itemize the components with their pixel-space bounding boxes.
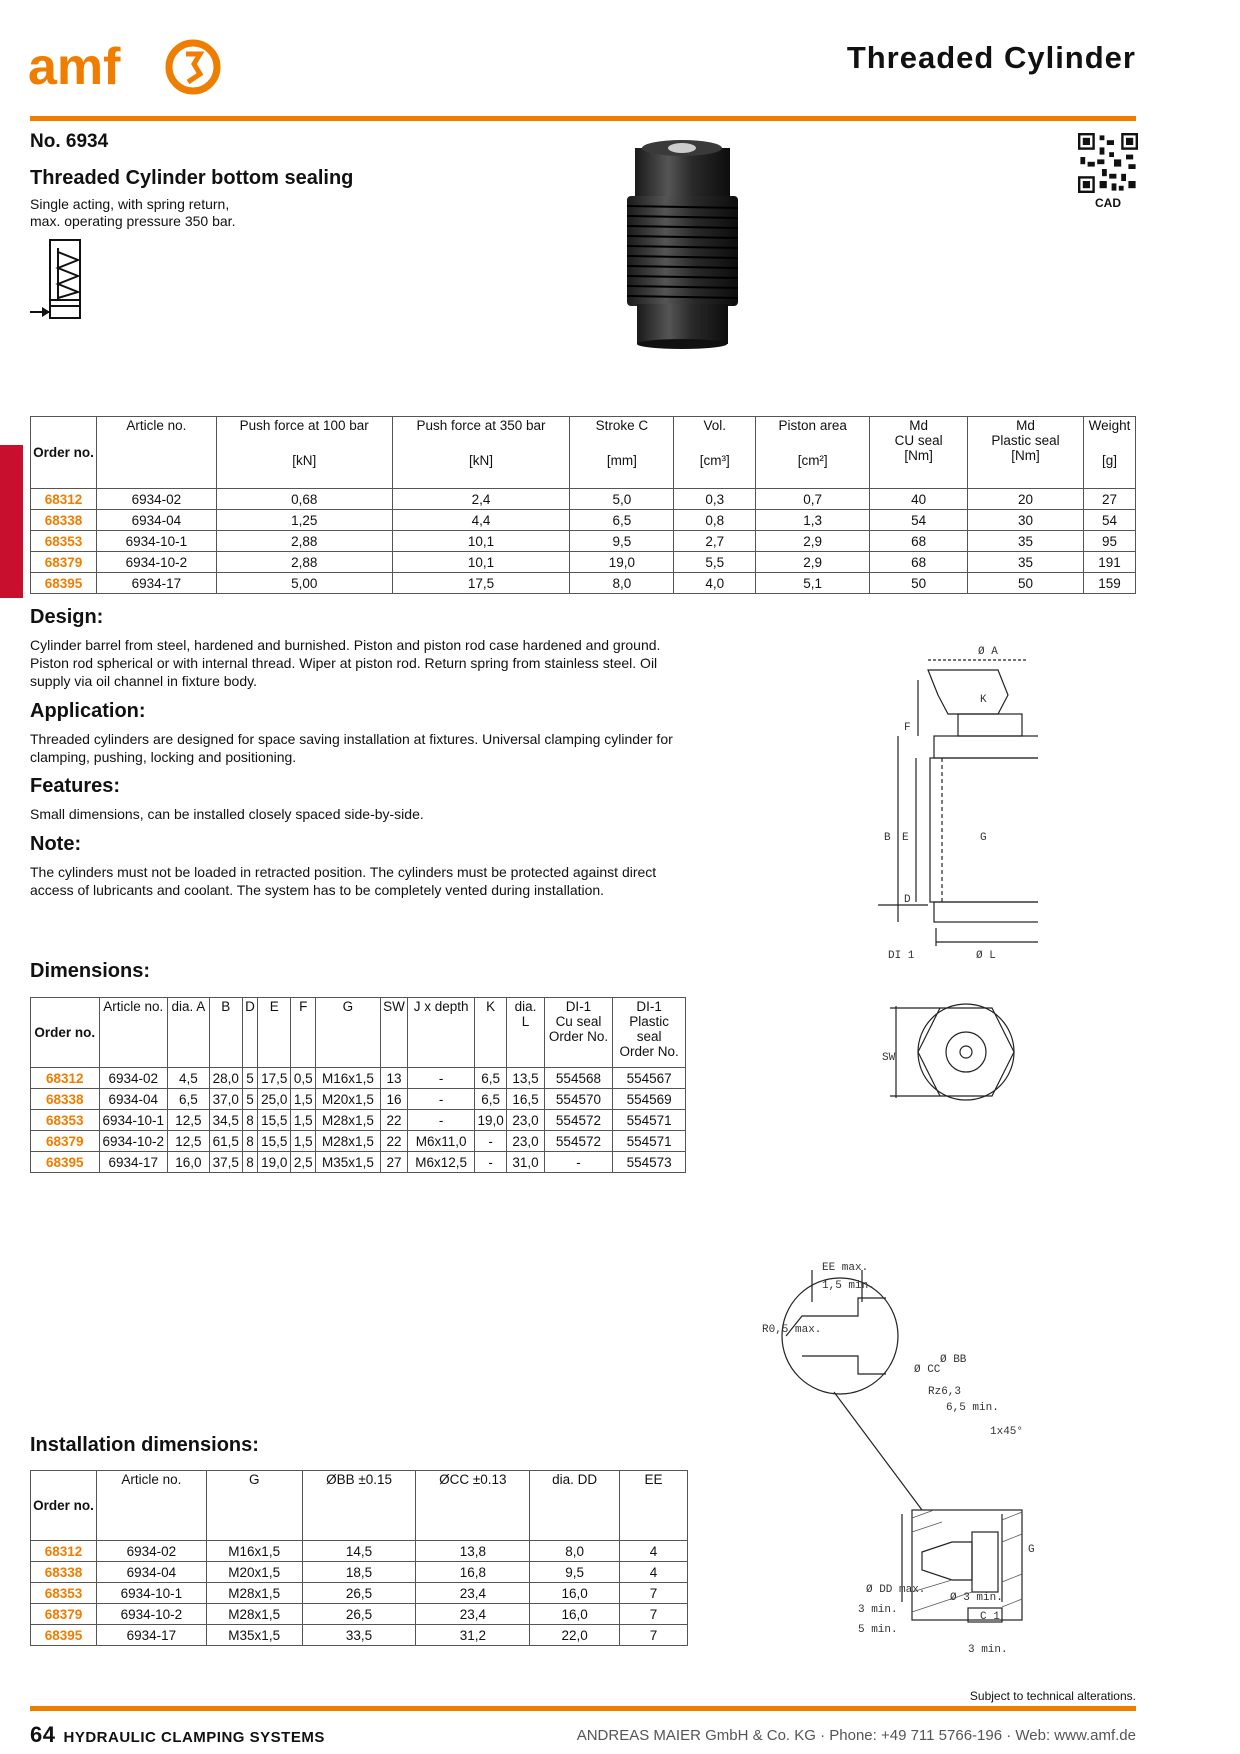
table-cell: 10,1 bbox=[392, 552, 570, 573]
table-cell: 5,1 bbox=[756, 573, 870, 594]
page-number: 64 bbox=[30, 1722, 56, 1747]
col-md-cu: Md CU seal [Nm] bbox=[870, 417, 968, 489]
table-header-row bbox=[31, 998, 686, 1068]
order-number-link[interactable]: 68338 bbox=[31, 510, 97, 531]
col-dia-a: dia. A bbox=[168, 998, 210, 1068]
table-cell: 1,25 bbox=[216, 510, 392, 531]
table-cell: 6934-17 bbox=[96, 573, 216, 594]
table-cell: 554569 bbox=[613, 1089, 686, 1110]
table-cell: 9,5 bbox=[530, 1562, 620, 1583]
table-cell: 19,0 bbox=[258, 1152, 291, 1173]
footer-company: ANDREAS MAIER GmbH & Co. KG · Phone: +49 711 5766-196 · Web: www.amf.de bbox=[576, 1727, 1136, 1744]
col-di1-cu: DI-1 Cu seal Order No. bbox=[544, 998, 613, 1068]
table-cell: 2,7 bbox=[674, 531, 756, 552]
table-cell: 4 bbox=[620, 1562, 688, 1583]
table-cell: M28x1,5 bbox=[206, 1604, 302, 1625]
col-j-depth: J x depth bbox=[408, 998, 474, 1068]
table-cell: 23,4 bbox=[416, 1604, 530, 1625]
dim-label-5-min: 5 min. bbox=[858, 1624, 898, 1636]
table-row bbox=[31, 552, 1136, 573]
table-cell: 5 bbox=[242, 1089, 257, 1110]
col-ee: EE bbox=[620, 1471, 688, 1541]
table-cell: 15,5 bbox=[258, 1110, 291, 1131]
order-number-link[interactable]: 68395 bbox=[31, 1152, 100, 1173]
table-cell: 2,88 bbox=[216, 552, 392, 573]
table-cell: - bbox=[474, 1131, 506, 1152]
table-cell: 23,4 bbox=[416, 1583, 530, 1604]
table-row bbox=[31, 573, 1136, 594]
order-number-link[interactable]: 68312 bbox=[31, 489, 97, 510]
table-row bbox=[31, 1583, 688, 1604]
table-row bbox=[31, 1152, 686, 1173]
table-cell: M16x1,5 bbox=[316, 1068, 380, 1089]
table-cell: 554567 bbox=[613, 1068, 686, 1089]
dim-label-b: B bbox=[884, 832, 891, 844]
features-heading: Features: bbox=[30, 775, 121, 797]
table-cell: 554570 bbox=[544, 1089, 613, 1110]
table-cell: 6934-10-2 bbox=[99, 1131, 168, 1152]
table-cell: 16,0 bbox=[530, 1604, 620, 1625]
dim-label-di1: DI 1 bbox=[888, 950, 915, 962]
table-cell: 16,8 bbox=[416, 1562, 530, 1583]
table-cell: 554571 bbox=[613, 1110, 686, 1131]
table-row bbox=[31, 1604, 688, 1625]
table-cell: 8,0 bbox=[570, 573, 674, 594]
dim-label-bb: Ø BB bbox=[940, 1354, 967, 1366]
table-cell: M28x1,5 bbox=[206, 1583, 302, 1604]
table-cell: 0,7 bbox=[756, 489, 870, 510]
dim-label-c1: C 1 bbox=[980, 1611, 1000, 1623]
table-cell: 4 bbox=[620, 1541, 688, 1562]
col-md-plastic: Md Plastic seal [Nm] bbox=[968, 417, 1084, 489]
table-cell: 4,4 bbox=[392, 510, 570, 531]
table-cell: 16,5 bbox=[507, 1089, 544, 1110]
table-cell: 6,5 bbox=[168, 1089, 210, 1110]
table-cell: M28x1,5 bbox=[316, 1110, 380, 1131]
col-piston-area: Piston area [cm²] bbox=[756, 417, 870, 489]
col-g: G bbox=[316, 998, 380, 1068]
table-cell: 19,0 bbox=[474, 1110, 506, 1131]
table-row bbox=[31, 1089, 686, 1110]
dim-label-3-min: 3 min. bbox=[858, 1604, 898, 1616]
table-cell: 16,0 bbox=[168, 1152, 210, 1173]
col-order-no: Order no. bbox=[31, 998, 100, 1068]
order-number-link[interactable]: 68379 bbox=[31, 1131, 100, 1152]
order-number-link[interactable]: 68353 bbox=[31, 531, 97, 552]
dim-label-6-5-min: 6,5 min. bbox=[946, 1402, 999, 1414]
table-cell: 6934-02 bbox=[96, 489, 216, 510]
col-weight: Weight [g] bbox=[1083, 417, 1135, 489]
table-row bbox=[31, 1110, 686, 1131]
dim-label-3-min-bottom: 3 min. bbox=[968, 1644, 1008, 1656]
table-cell: 40 bbox=[870, 489, 968, 510]
product-photo bbox=[625, 138, 740, 350]
table-cell: 54 bbox=[1083, 510, 1135, 531]
table-cell: 12,5 bbox=[168, 1110, 210, 1131]
footer-rule bbox=[30, 1706, 1136, 1711]
table-cell: 6934-17 bbox=[99, 1152, 168, 1173]
dim-label-1-5-min: 1,5 min. bbox=[822, 1280, 875, 1292]
table-cell: 16,0 bbox=[530, 1583, 620, 1604]
table-cell: 31,2 bbox=[416, 1625, 530, 1646]
order-number-link[interactable]: 68338 bbox=[31, 1089, 100, 1110]
table-row bbox=[31, 1068, 686, 1089]
cylinder-top-view-drawing bbox=[880, 1000, 1040, 1110]
table-cell: 6934-10-2 bbox=[96, 1604, 206, 1625]
table-cell: - bbox=[408, 1089, 474, 1110]
table-row bbox=[31, 531, 1136, 552]
table-cell: 2,9 bbox=[756, 552, 870, 573]
col-volume: Vol. [cm³] bbox=[674, 417, 756, 489]
col-f: F bbox=[291, 998, 316, 1068]
order-number-link[interactable]: 68312 bbox=[31, 1541, 97, 1562]
table-cell: 18,5 bbox=[302, 1562, 416, 1583]
dim-label-e: E bbox=[902, 832, 909, 844]
table-cell: - bbox=[544, 1152, 613, 1173]
table-cell: 5 bbox=[242, 1068, 257, 1089]
dimensions-table bbox=[30, 997, 686, 1173]
col-bb: ØBB ±0.15 bbox=[302, 1471, 416, 1541]
design-text: Cylinder barrel from steel, hardened and burnished. Piston and piston rod case hardened and ground. Piston rod spherical or with internal thread. Wiper at piston rod. Return spring from stainless steel. Oil supply via oil channel in fixture body. bbox=[30, 637, 661, 689]
table-cell: 23,0 bbox=[507, 1131, 544, 1152]
order-number-link[interactable]: 68379 bbox=[31, 552, 97, 573]
table-cell: M35x1,5 bbox=[316, 1152, 380, 1173]
table-cell: 50 bbox=[870, 573, 968, 594]
installation-table bbox=[30, 1470, 688, 1646]
table-cell: - bbox=[474, 1152, 506, 1173]
table-cell: 25,0 bbox=[258, 1089, 291, 1110]
table-cell: 13,5 bbox=[507, 1068, 544, 1089]
table-cell: 15,5 bbox=[258, 1131, 291, 1152]
dimensions-heading: Dimensions: bbox=[30, 960, 151, 982]
table-cell: 37,0 bbox=[209, 1089, 242, 1110]
table-header-row bbox=[31, 417, 1136, 489]
table-cell: 6934-04 bbox=[99, 1089, 168, 1110]
table-cell: 30 bbox=[968, 510, 1084, 531]
dim-label-g: G bbox=[980, 832, 987, 844]
dim-label-r05: R0,5 max. bbox=[762, 1324, 822, 1336]
col-order-no: Order no. bbox=[31, 1471, 97, 1541]
table-cell: 7 bbox=[620, 1625, 688, 1646]
footer-section bbox=[30, 1722, 325, 1748]
table-cell: 5,00 bbox=[216, 573, 392, 594]
header-rule bbox=[30, 116, 1136, 121]
table-cell: 2,4 bbox=[392, 489, 570, 510]
table-cell: 16 bbox=[380, 1089, 408, 1110]
table-cell: 6,5 bbox=[474, 1089, 506, 1110]
order-number-link[interactable]: 68353 bbox=[31, 1583, 97, 1604]
table-cell: 13,8 bbox=[416, 1541, 530, 1562]
table-cell: M20x1,5 bbox=[206, 1562, 302, 1583]
product-description-line-2: max. operating pressure 350 bar. bbox=[30, 213, 236, 229]
table-row bbox=[31, 489, 1136, 510]
table-cell: 19,0 bbox=[570, 552, 674, 573]
col-push-100: Push force at 100 bar [kN] bbox=[216, 417, 392, 489]
table-cell: 37,5 bbox=[209, 1152, 242, 1173]
table-cell: 8 bbox=[242, 1131, 257, 1152]
dim-label-l: Ø L bbox=[976, 950, 996, 962]
table-cell: 28,0 bbox=[209, 1068, 242, 1089]
table-cell: 5,0 bbox=[570, 489, 674, 510]
col-b: B bbox=[209, 998, 242, 1068]
table-cell: 17,5 bbox=[392, 573, 570, 594]
table-cell: 50 bbox=[968, 573, 1084, 594]
table-row bbox=[31, 1562, 688, 1583]
table-cell: 10,1 bbox=[392, 531, 570, 552]
table-cell: M6x11,0 bbox=[408, 1131, 474, 1152]
table-cell: 6934-10-2 bbox=[96, 552, 216, 573]
qr-code-icon[interactable] bbox=[1078, 133, 1138, 193]
dim-label-rz: Rz6,3 bbox=[928, 1386, 962, 1398]
table-cell: M28x1,5 bbox=[316, 1131, 380, 1152]
design-heading: Design: bbox=[30, 606, 104, 628]
installation-drawing bbox=[762, 1262, 1062, 1657]
table-cell: 8 bbox=[242, 1152, 257, 1173]
table-cell: 22,0 bbox=[530, 1625, 620, 1646]
table-cell: 26,5 bbox=[302, 1604, 416, 1625]
amf-logo bbox=[28, 36, 224, 102]
table-cell: 6934-02 bbox=[96, 1541, 206, 1562]
col-order-no: Order no. bbox=[31, 417, 97, 489]
table-cell: 4,0 bbox=[674, 573, 756, 594]
table-cell: 35 bbox=[968, 531, 1084, 552]
table-cell: 31,0 bbox=[507, 1152, 544, 1173]
table-cell: 22 bbox=[380, 1110, 408, 1131]
table-cell: 6,5 bbox=[474, 1068, 506, 1089]
table-cell: 26,5 bbox=[302, 1583, 416, 1604]
table-cell: 1,5 bbox=[291, 1110, 316, 1131]
table-cell: 8 bbox=[242, 1110, 257, 1131]
dim-label-f: F bbox=[904, 722, 911, 734]
table-cell: 2,9 bbox=[756, 531, 870, 552]
logo-text: amf bbox=[28, 38, 121, 96]
footer-section-title: HYDRAULIC CLAMPING SYSTEMS bbox=[63, 1729, 325, 1746]
table-cell: 6,5 bbox=[570, 510, 674, 531]
table-cell: 6934-04 bbox=[96, 510, 216, 531]
table-cell: 0,68 bbox=[216, 489, 392, 510]
product-description-line-1: Single acting, with spring return, bbox=[30, 196, 230, 212]
table-row bbox=[31, 1625, 688, 1646]
dim-label-3-min-dia: Ø 3 min. bbox=[950, 1592, 1003, 1604]
table-cell: 61,5 bbox=[209, 1131, 242, 1152]
table-cell: 6934-10-1 bbox=[96, 1583, 206, 1604]
table-cell: 14,5 bbox=[302, 1541, 416, 1562]
table-cell: 22 bbox=[380, 1131, 408, 1152]
table-cell: 68 bbox=[870, 531, 968, 552]
order-number-link[interactable]: 68395 bbox=[31, 1625, 97, 1646]
application-text: Threaded cylinders are designed for space saving installation at fixtures. Universal clamping cylinder for clamping, pushing, locking and positioning. bbox=[30, 731, 673, 765]
table-cell: 34,5 bbox=[209, 1110, 242, 1131]
order-number-link[interactable]: 68338 bbox=[31, 1562, 97, 1583]
table-cell: 0,8 bbox=[674, 510, 756, 531]
table-cell: 8,0 bbox=[530, 1541, 620, 1562]
table-cell: 6934-10-1 bbox=[99, 1110, 168, 1131]
col-k: K bbox=[474, 998, 506, 1068]
table-cell: 0,3 bbox=[674, 489, 756, 510]
order-number-link[interactable]: 68379 bbox=[31, 1604, 97, 1625]
table-cell: 54 bbox=[870, 510, 968, 531]
dim-label-k: K bbox=[980, 694, 987, 706]
dim-label-sw: SW bbox=[882, 1052, 896, 1064]
table-cell: 6934-17 bbox=[96, 1625, 206, 1646]
table-cell: 191 bbox=[1083, 552, 1135, 573]
table-cell: 554571 bbox=[613, 1131, 686, 1152]
table-cell: 2,5 bbox=[291, 1152, 316, 1173]
col-push-350: Push force at 350 bar [kN] bbox=[392, 417, 570, 489]
table-cell: M16x1,5 bbox=[206, 1541, 302, 1562]
col-dia-dd: dia. DD bbox=[530, 1471, 620, 1541]
table-cell: 5,5 bbox=[674, 552, 756, 573]
page-title: Threaded Cylinder bbox=[846, 40, 1136, 75]
product-name: Threaded Cylinder bottom sealing bbox=[30, 167, 354, 189]
table-cell: 68 bbox=[870, 552, 968, 573]
table-cell: 159 bbox=[1083, 573, 1135, 594]
table-row bbox=[31, 1541, 688, 1562]
dim-label-chamfer: 1x45° bbox=[990, 1426, 1024, 1438]
col-d: D bbox=[242, 998, 257, 1068]
dim-label-ee: EE max. bbox=[822, 1262, 869, 1274]
table-cell: 23,0 bbox=[507, 1110, 544, 1131]
table-cell: 554572 bbox=[544, 1110, 613, 1131]
table-header-row bbox=[31, 1471, 688, 1541]
table-cell: - bbox=[408, 1068, 474, 1089]
table-cell: 27 bbox=[380, 1152, 408, 1173]
table-row bbox=[31, 1131, 686, 1152]
features-text: Small dimensions, can be installed closely spaced side-by-side. bbox=[30, 806, 424, 822]
col-g: G bbox=[206, 1471, 302, 1541]
note-text: The cylinders must not be loaded in retracted position. The cylinders must be protected against direct access of lubricants and coolant. The system has to be completely vented during installation. bbox=[30, 864, 657, 898]
order-number-link[interactable]: 68312 bbox=[31, 1068, 100, 1089]
installation-heading: Installation dimensions: bbox=[30, 1434, 259, 1456]
table-cell: 0,5 bbox=[291, 1068, 316, 1089]
table-cell: 13 bbox=[380, 1068, 408, 1089]
table-cell: M35x1,5 bbox=[206, 1625, 302, 1646]
table-cell: 6934-10-1 bbox=[96, 531, 216, 552]
table-cell: 7 bbox=[620, 1604, 688, 1625]
col-e: E bbox=[258, 998, 291, 1068]
dim-label-a: Ø A bbox=[978, 646, 998, 658]
order-number-link[interactable]: 68395 bbox=[31, 573, 97, 594]
dim-label-d: D bbox=[904, 894, 911, 906]
table-cell: 33,5 bbox=[302, 1625, 416, 1646]
col-stroke: Stroke C [mm] bbox=[570, 417, 674, 489]
table-cell: 554568 bbox=[544, 1068, 613, 1089]
table-cell: 2,88 bbox=[216, 531, 392, 552]
table-cell: 95 bbox=[1083, 531, 1135, 552]
table-cell: 20 bbox=[968, 489, 1084, 510]
application-heading: Application: bbox=[30, 700, 146, 722]
table-cell: 6934-02 bbox=[99, 1068, 168, 1089]
col-cc: ØCC ±0.13 bbox=[416, 1471, 530, 1541]
table-cell: 1,5 bbox=[291, 1131, 316, 1152]
col-sw: SW bbox=[380, 998, 408, 1068]
table-cell: M6x12,5 bbox=[408, 1152, 474, 1173]
dim-label-g: G bbox=[1028, 1544, 1035, 1556]
table-cell: 554573 bbox=[613, 1152, 686, 1173]
note-heading: Note: bbox=[30, 833, 82, 855]
table-row bbox=[31, 510, 1136, 531]
table-cell: 554572 bbox=[544, 1131, 613, 1152]
table-cell: M20x1,5 bbox=[316, 1089, 380, 1110]
cylinder-side-view-drawing bbox=[858, 640, 1038, 970]
col-article-no: Article no. bbox=[99, 998, 168, 1068]
section-tab bbox=[0, 445, 23, 598]
table-cell: 4,5 bbox=[168, 1068, 210, 1089]
table-cell: 6934-04 bbox=[96, 1562, 206, 1583]
dim-label-cc: Ø CC bbox=[914, 1364, 941, 1376]
spec-table bbox=[30, 416, 1136, 594]
dim-label-dd: Ø DD max. bbox=[866, 1584, 926, 1596]
col-article-no: Article no. bbox=[96, 417, 216, 489]
table-cell: - bbox=[408, 1110, 474, 1131]
table-cell: 9,5 bbox=[570, 531, 674, 552]
table-cell: 17,5 bbox=[258, 1068, 291, 1089]
product-number: No. 6934 bbox=[30, 131, 109, 152]
table-cell: 27 bbox=[1083, 489, 1135, 510]
table-cell: 35 bbox=[968, 552, 1084, 573]
alterations-note: Subject to technical alterations. bbox=[969, 1689, 1136, 1703]
col-dia-l: dia. L bbox=[507, 998, 544, 1068]
order-number-link[interactable]: 68353 bbox=[31, 1110, 100, 1131]
col-article-no: Article no. bbox=[96, 1471, 206, 1541]
col-di1-plastic: DI-1 Plastic seal Order No. bbox=[613, 998, 686, 1068]
cad-label[interactable]: CAD bbox=[1095, 196, 1121, 210]
table-cell: 12,5 bbox=[168, 1131, 210, 1152]
table-cell: 1,5 bbox=[291, 1089, 316, 1110]
table-cell: 1,3 bbox=[756, 510, 870, 531]
hydraulic-symbol-icon bbox=[28, 238, 90, 330]
table-cell: 7 bbox=[620, 1583, 688, 1604]
